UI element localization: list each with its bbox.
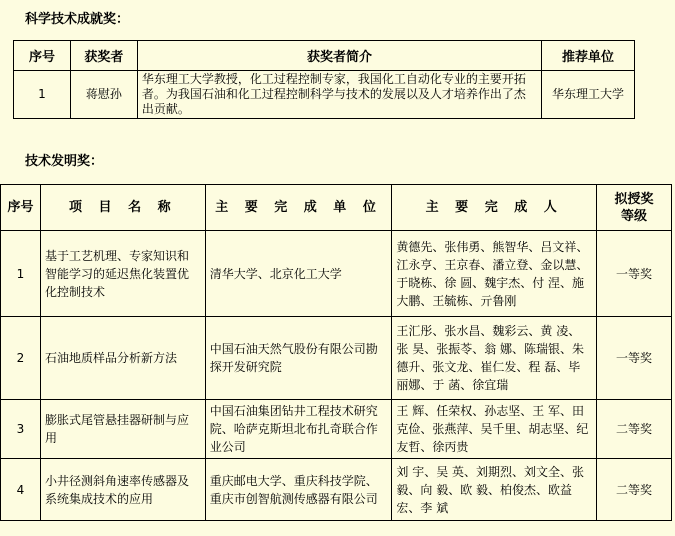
header-level: 拟授奖等级 — [597, 185, 672, 231]
row-unit: 清华大学、北京化工大学 — [205, 231, 392, 317]
row-project: 基于工艺机理、专家知识和智能学习的延迟焦化装置优化控制技术 — [40, 231, 205, 317]
table-header-row — [1, 185, 672, 231]
row-people: 黄德先、张伟勇、熊智华、吕文祥、江永亨、王京春、潘立登、金以慧、于晓栋、徐 圆、魏宇杰、付 涅、施大鹏、王毓栋、亓鲁刚 — [392, 231, 597, 317]
row-unit: 华东理工大学 — [542, 71, 635, 119]
row-no: 1 — [14, 71, 71, 119]
row-intro: 华东理工大学教授，化工过程控制专家，我国化工自动化专业的主要开拓者。为我国石油和化工过程控制科学与技术的发展以及人才培养作出了杰出贡献。 — [137, 71, 541, 119]
row-level: 二等奖 — [597, 459, 672, 521]
row-unit: 中国石油集团钻井工程技术研究院、哈萨克斯坦北布扎奇联合作业公司 — [205, 400, 392, 459]
row-people: 王汇彤、张水昌、魏彩云、黄 凌、张 昊、张振苓、翁 娜、陈瑞银、朱德升、张文龙、崔仁发、程 磊、毕丽娜、于 菡、徐宜瑞 — [392, 317, 597, 400]
table-row — [1, 459, 672, 521]
header-unit: 主 要 完 成 单 位 — [205, 185, 392, 231]
invention-award-table — [0, 184, 672, 521]
row-project: 膨胀式尾管悬挂器研制与应用 — [40, 400, 205, 459]
row-level: 二等奖 — [597, 400, 672, 459]
header-no: 序号 — [14, 41, 71, 71]
table-row — [1, 231, 672, 317]
table-row — [1, 400, 672, 459]
row-unit: 重庆邮电大学、重庆科技学院、重庆市创智航测传感器有限公司 — [205, 459, 392, 521]
row-level: 一等奖 — [597, 231, 672, 317]
row-no: 2 — [1, 317, 41, 400]
header-unit: 推荐单位 — [542, 41, 635, 71]
header-no: 序号 — [1, 185, 41, 231]
header-winner: 获奖者 — [70, 41, 137, 71]
row-no: 4 — [1, 459, 41, 521]
table-row — [14, 71, 635, 119]
science-award-heading: 科学技术成就奖： — [25, 12, 130, 27]
header-people: 主 要 完 成 人 — [392, 185, 597, 231]
row-project: 石油地质样品分析新方法 — [40, 317, 205, 400]
row-project: 小井径测斜角速率传感器及系统集成技术的应用 — [40, 459, 205, 521]
header-project: 项 目 名 称 — [40, 185, 205, 231]
row-level: 一等奖 — [597, 317, 672, 400]
row-no: 1 — [1, 231, 41, 317]
table-header-row — [14, 41, 635, 71]
row-people: 刘 宇、吴 英、刘期烈、刘文全、张 毅、向 毅、欧 毅、柏俊杰、欧益宏、李 斌 — [392, 459, 597, 521]
row-people: 王 辉、任荣权、孙志坚、王 军、田克俭、张燕萍、吴千里、胡志坚、纪友哲、徐丙贵 — [392, 400, 597, 459]
invention-award-heading: 技术发明奖： — [25, 154, 104, 169]
row-winner: 蒋慰孙 — [70, 71, 137, 119]
row-unit: 中国石油天然气股份有限公司勘探开发研究院 — [205, 317, 392, 400]
header-intro: 获奖者简介 — [137, 41, 541, 71]
science-award-table — [13, 40, 635, 119]
table-row — [1, 317, 672, 400]
row-no: 3 — [1, 400, 41, 459]
